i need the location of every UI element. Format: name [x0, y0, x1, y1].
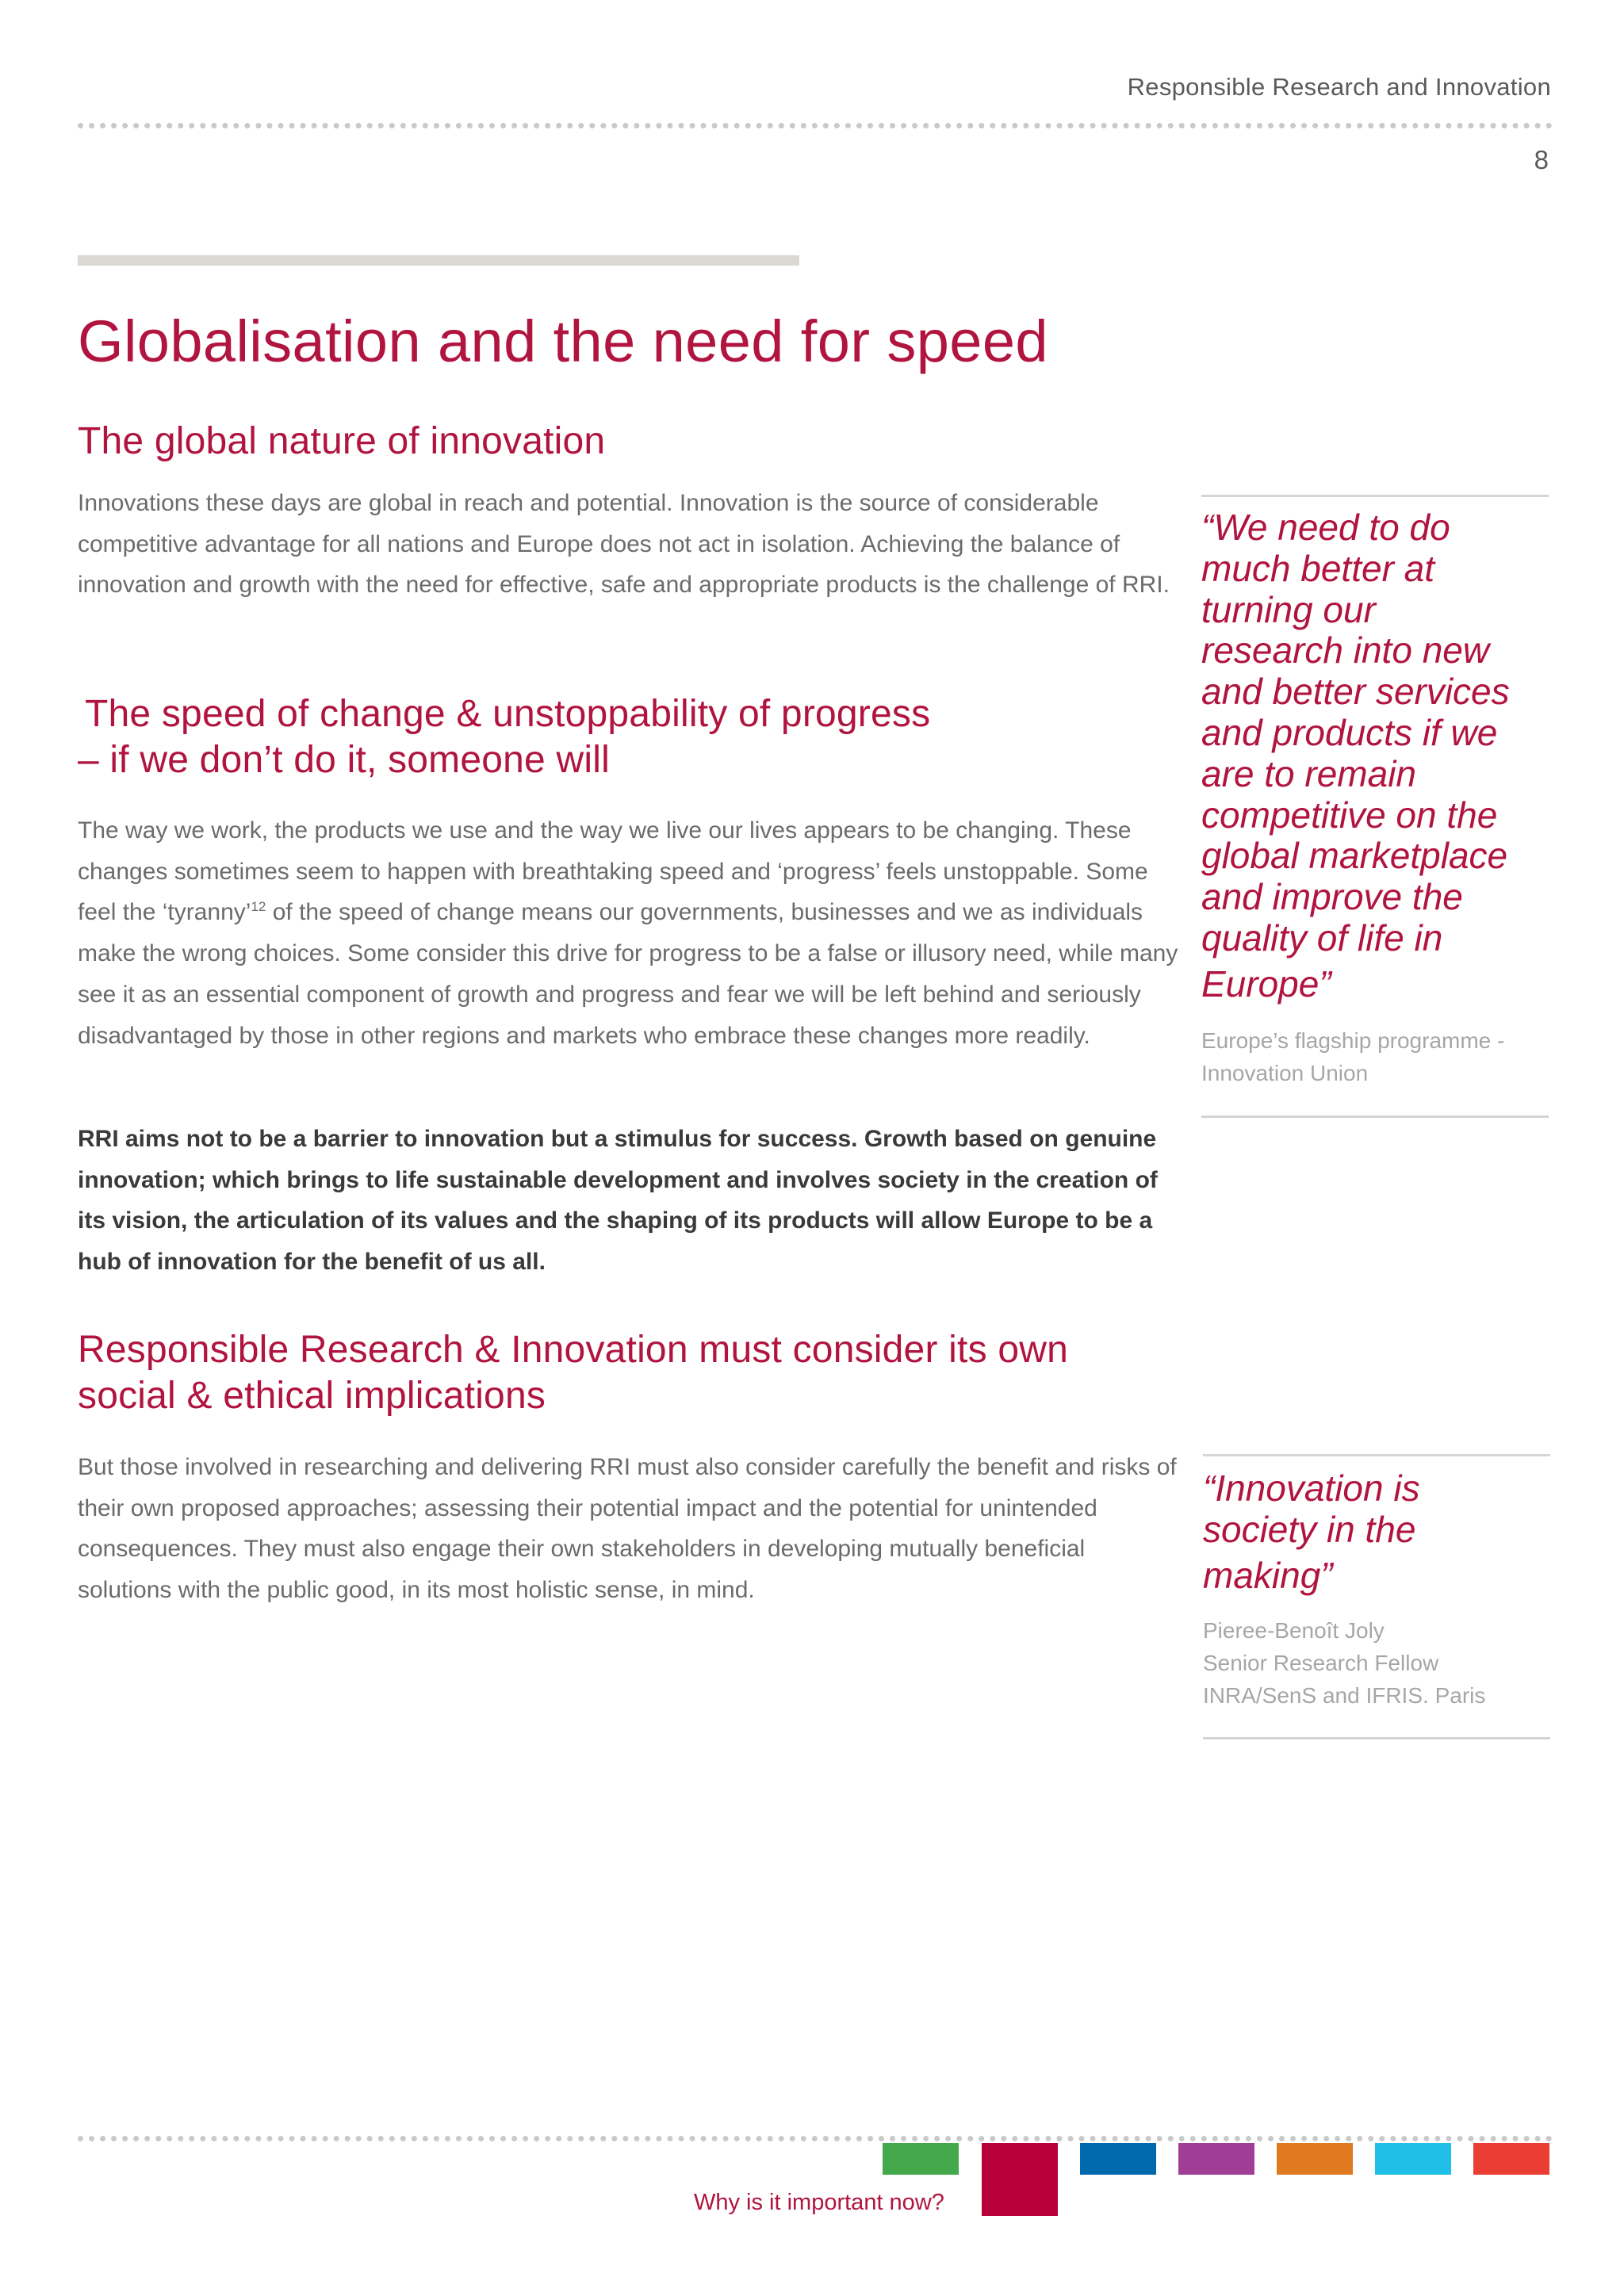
- quote-line: quality of life in: [1201, 916, 1443, 959]
- title-accent-bar: [78, 255, 799, 266]
- header-divider: [78, 123, 1553, 128]
- quote-line: much better at: [1201, 547, 1435, 589]
- section-heading-speed-of-change: [85, 691, 930, 737]
- attribution-line: Senior Research Fellow: [1203, 1651, 1439, 1675]
- section-heading-global-nature: The global nature of innovation: [78, 420, 606, 462]
- section-tab-4[interactable]: [1178, 2143, 1254, 2175]
- heading-line-1: The speed of change & unstoppability of progress: [85, 693, 931, 735]
- section-tab-5[interactable]: [1277, 2143, 1353, 2175]
- quote-line: Europe”: [1201, 962, 1331, 1004]
- quote-line: turning our: [1201, 588, 1376, 630]
- section-tab-6[interactable]: [1375, 2143, 1451, 2175]
- section-body-speed-of-change: [78, 810, 1180, 1056]
- quote-line: are to remain: [1201, 752, 1417, 794]
- quote-line: “Innovation is: [1203, 1468, 1420, 1509]
- pull-quote-innovation-union: [1201, 507, 1510, 1005]
- section-tab-2-active[interactable]: [982, 2143, 1058, 2216]
- footnote-reference[interactable]: 12: [251, 899, 266, 915]
- page-title: Globalisation and the need for speed: [78, 308, 1048, 374]
- running-title: Responsible Research and Innovation: [1127, 73, 1551, 101]
- bold-statement: RRI aims not to be a barrier to innovation but a stimulus for success. Growth based on genuine innovation; which brings to life sustainable development and involves society in the creation of its vision, the articulation of its values and the shaping of its products will allow Europe to be a hub of innovation for the benefit of us all.: [78, 1126, 1158, 1276]
- page-number: 8: [1534, 145, 1549, 174]
- section-tab-7[interactable]: [1473, 2143, 1549, 2175]
- quote-line: making”: [1203, 1554, 1333, 1596]
- attribution-line: Pieree-Benoît Joly: [1203, 1618, 1385, 1643]
- quote-line: and improve the: [1201, 876, 1463, 918]
- pull-quote-joly: [1203, 1468, 1420, 1596]
- quote-line: global marketplace: [1201, 835, 1508, 877]
- quote2-attribution: [1203, 1614, 1485, 1712]
- section-body-global-nature: Innovations these days are global in reach and potential. Innovation is the source of considerable competitive advantage for all nations and Europe does not act in isolation. Achieving the balance of innovation and growth with the need for effective, safe and appropriate products is the challenge of RRI.: [78, 490, 1170, 599]
- attribution-line: Innovation Union: [1201, 1061, 1369, 1085]
- quote-line: society in the: [1203, 1508, 1416, 1550]
- body-text-part1: The way we work, the products we use and the way we live our lives appears to be changing. These changes sometimes seem to happen with breathtaking speed and ‘progress’ feels unstoppable. Some feel the ‘tyranny’: [78, 817, 1148, 926]
- quote2-top-rule: [1203, 1454, 1550, 1456]
- footer-divider: [78, 2136, 1553, 2141]
- quote-line: “We need to do: [1201, 507, 1450, 548]
- footer-nav-label[interactable]: Why is it important now?: [694, 2190, 944, 2215]
- quote-line: and better services: [1201, 671, 1510, 713]
- quote1-attribution: [1201, 1024, 1504, 1089]
- section-heading-speed-of-change-line2: – if we don’t do it, someone will: [78, 739, 610, 781]
- section-body-social-ethical: But those involved in researching and delivering RRI must also consider carefully the benefit and risks of their own proposed approaches; assessing their potential impact and the potential for unintended consequences. They must also engage their own stakeholders in developing mutually beneficial solutions with the public good, in its most holistic sense, in mind.: [78, 1454, 1177, 1604]
- attribution-line: Europe’s flagship programme -: [1201, 1028, 1505, 1053]
- quote1-bottom-rule: [1201, 1115, 1549, 1118]
- quote-line: and products if we: [1201, 711, 1498, 753]
- section-heading-social-ethical-line2: social & ethical implications: [78, 1375, 546, 1417]
- section-tab-1[interactable]: [883, 2143, 959, 2175]
- body-text-part2: of the speed of change means our governments, businesses and we as individuals make the wrong choices. Some consider this drive for progress to be a false or illusory need, while many see it as an essential component of growth and progress and fear we will be left behind and seriously disadvantaged by those in other regions and markets who embrace these changes more readily.: [78, 899, 1178, 1049]
- section-tab-3[interactable]: [1080, 2143, 1156, 2175]
- section-heading-social-ethical: Responsible Research & Innovation must consider its own: [78, 1329, 1068, 1371]
- quote-line: competitive on the: [1201, 794, 1498, 836]
- quote-line: research into new: [1201, 629, 1490, 672]
- quote1-top-rule: [1201, 495, 1549, 497]
- quote2-bottom-rule: [1203, 1737, 1550, 1739]
- attribution-line: INRA/SenS and IFRIS. Paris: [1203, 1683, 1486, 1708]
